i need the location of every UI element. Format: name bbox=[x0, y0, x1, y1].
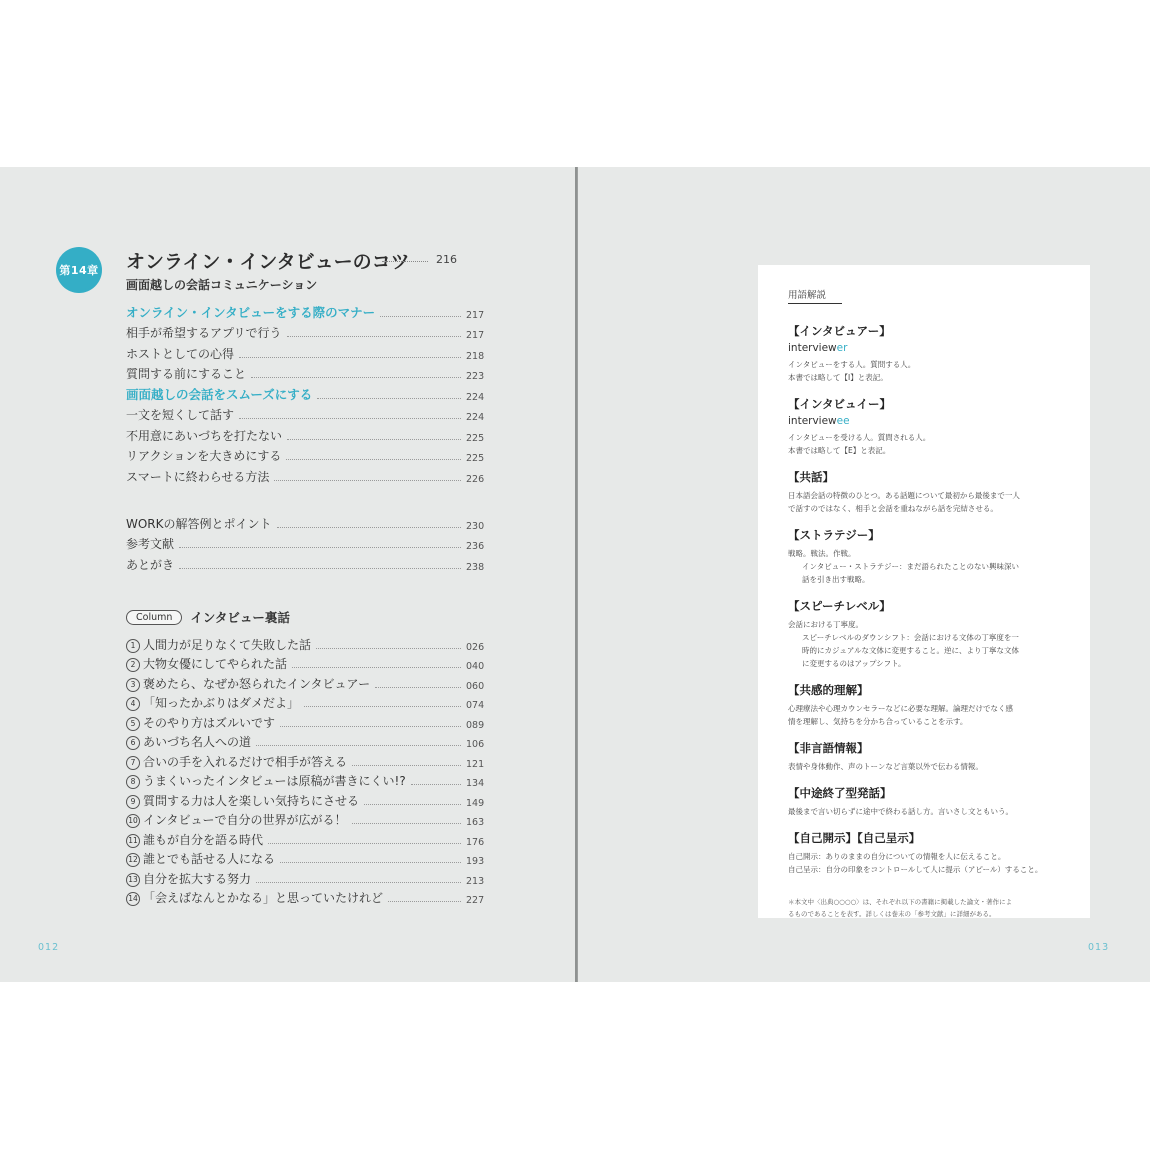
toc-label-text: 質問する力は人を楽しい気持ちにさせる bbox=[143, 793, 360, 808]
glossary-heading: 用語解説 bbox=[788, 290, 827, 301]
toc-row[interactable] bbox=[126, 789, 484, 809]
toc-page-number: 225 bbox=[466, 453, 485, 464]
toc-label bbox=[126, 535, 174, 552]
toc-row[interactable] bbox=[126, 321, 484, 342]
toc-row[interactable] bbox=[126, 711, 484, 731]
toc-row[interactable] bbox=[126, 867, 484, 887]
toc-label-text: あとがき bbox=[126, 557, 175, 572]
column-number: 3 bbox=[126, 678, 140, 692]
column-number: 4 bbox=[126, 697, 140, 711]
leader-dots bbox=[380, 316, 461, 317]
leader-dots bbox=[280, 726, 461, 727]
toc-label-text: インタビューで自分の世界が広がる！ bbox=[143, 813, 347, 827]
toc-label bbox=[126, 870, 251, 887]
toc-row[interactable] bbox=[126, 653, 484, 673]
column-number: 14 bbox=[126, 892, 140, 906]
toc-label bbox=[126, 468, 269, 485]
column-number: 13 bbox=[126, 873, 140, 887]
toc-page-number: 106 bbox=[466, 739, 485, 750]
column-number: 5 bbox=[126, 717, 140, 731]
toc-page-number: 026 bbox=[466, 641, 485, 653]
leader-dots bbox=[375, 687, 461, 688]
glossary-term: 【共話】 bbox=[788, 470, 834, 484]
toc-label bbox=[126, 714, 275, 731]
column-number: 10 bbox=[126, 814, 140, 828]
toc-page-number: 224 bbox=[466, 412, 485, 423]
column-number: 9 bbox=[126, 795, 140, 809]
glossary-definition bbox=[788, 760, 1068, 773]
toc-row[interactable] bbox=[126, 770, 484, 790]
glossary-term: 【インタビュイー】 bbox=[788, 397, 892, 411]
glossary-definition bbox=[788, 618, 1068, 670]
toc-label-text: 誰とでも話せる人になる bbox=[143, 852, 276, 866]
toc-label-text: WORKの解答例とポイント bbox=[126, 516, 272, 531]
toc-label bbox=[126, 636, 311, 653]
toc-label bbox=[126, 345, 234, 362]
toc-row[interactable] bbox=[126, 809, 484, 829]
toc-label-text: うまくいったインタビューは原稿が書きにくい!? bbox=[143, 774, 406, 788]
leader-dots bbox=[317, 398, 461, 399]
toc-label-text: あいづち名人への道 bbox=[143, 735, 252, 749]
glossary-entries bbox=[788, 323, 1068, 920]
glossary-box bbox=[758, 265, 1090, 918]
column-number: 12 bbox=[126, 853, 140, 867]
leader-dots bbox=[388, 901, 461, 902]
leader-dots bbox=[239, 357, 461, 358]
glossary-definition bbox=[788, 431, 1068, 457]
definition-indented-line: に変更するのはアップシフト。 bbox=[802, 659, 906, 668]
toc-row[interactable] bbox=[126, 672, 484, 692]
toc-label-text: 一文を短くして話す bbox=[126, 408, 235, 422]
leader-dots bbox=[352, 823, 461, 824]
glossary-term: 【共感的理解】 bbox=[788, 683, 869, 697]
toc-label-text: リアクションを大きめにする bbox=[126, 449, 282, 463]
toc-label-text: ホストとしての心得 bbox=[126, 346, 235, 361]
left-page bbox=[0, 167, 576, 982]
column-number: 2 bbox=[126, 658, 140, 672]
toc-label-text: 相手が希望するアプリで行う bbox=[126, 326, 282, 340]
definition-line: 心理療法や心理カウンセラーなどに必要な理解。論理だけでなく感 bbox=[788, 704, 1013, 713]
toc-page-number: 121 bbox=[466, 758, 485, 770]
toc-row[interactable] bbox=[126, 362, 484, 383]
toc-label-text: 「知ったかぶりはダメだよ」 bbox=[143, 696, 300, 710]
leader-dots bbox=[411, 784, 461, 785]
definition-indented-line: インタビュー・ストラテジー：まだ語られたことのない興味深い bbox=[802, 562, 1020, 571]
toc-label bbox=[126, 694, 299, 711]
toc-label bbox=[126, 733, 251, 750]
right-folio: 013 bbox=[1088, 942, 1110, 953]
toc-page-number: 040 bbox=[466, 661, 485, 672]
toc-label bbox=[126, 655, 287, 672]
toc-label-text: 大物女優にしてやられた話 bbox=[143, 657, 288, 671]
toc-page-number: 193 bbox=[466, 856, 485, 867]
toc-page-number: 227 bbox=[466, 895, 485, 906]
leader-dots bbox=[256, 745, 461, 746]
toc-row[interactable] bbox=[126, 464, 484, 485]
toc-label-text: スマートに終わらせる方法 bbox=[126, 469, 270, 484]
column-number: 7 bbox=[126, 756, 140, 770]
toc-label bbox=[126, 556, 174, 573]
toc-row[interactable] bbox=[126, 444, 484, 465]
toc-section-list bbox=[126, 300, 484, 485]
toc-page-number: 074 bbox=[466, 700, 485, 711]
chapter-leader-dots bbox=[382, 261, 428, 262]
leader-dots bbox=[364, 804, 461, 805]
toc-page-number: 134 bbox=[466, 778, 485, 789]
glossary-note bbox=[788, 896, 1068, 920]
leader-dots bbox=[292, 667, 461, 668]
leader-dots bbox=[179, 547, 461, 548]
leader-dots bbox=[304, 706, 461, 707]
glossary-definition bbox=[788, 702, 1068, 728]
toc-page-number: 230 bbox=[466, 520, 485, 532]
definition-line: 本書では略して【E】と表記。 bbox=[788, 446, 891, 455]
definition-line: 自己開示：ありのままの自分についての情報を人に伝えること。 bbox=[788, 852, 1006, 861]
toc-label bbox=[126, 406, 234, 423]
toc-page-number: 163 bbox=[466, 817, 485, 828]
english-suffix: ee bbox=[836, 415, 850, 427]
right-page bbox=[577, 167, 1150, 982]
column-number: 1 bbox=[126, 639, 140, 653]
toc-row[interactable] bbox=[126, 731, 484, 751]
definition-line: 情を理解し、気持ちを分かち合っていることを示す。 bbox=[788, 717, 968, 726]
note-line: るものであることを表す。詳しくは巻末の「参考文献」に詳細がある。 bbox=[788, 910, 996, 918]
definition-line: インタビューを受ける人。質問される人。 bbox=[788, 433, 931, 442]
chapter-page-number: 216 bbox=[436, 253, 457, 266]
toc-label-text: 不用意にあいづちを打たない bbox=[126, 428, 283, 443]
toc-label-text: 参考文献 bbox=[126, 537, 175, 551]
toc-label bbox=[126, 675, 370, 692]
leader-dots bbox=[277, 527, 461, 528]
toc-page-number: 089 bbox=[466, 719, 485, 731]
toc-label bbox=[126, 772, 406, 789]
toc-label-text: 人間力が足りなくて失敗した話 bbox=[143, 637, 312, 652]
toc-label-text: 誰もが自分を語る時代 bbox=[143, 832, 264, 847]
toc-label-text: そのやり方はズルいです bbox=[143, 715, 276, 730]
glossary-term: 【自己開示】【自己呈示】 bbox=[788, 831, 921, 845]
toc-label bbox=[126, 427, 282, 444]
glossary-term: 【非言語情報】 bbox=[788, 741, 869, 755]
column-number: 11 bbox=[126, 834, 140, 848]
toc-label bbox=[126, 447, 281, 464]
toc-page-number: 223 bbox=[466, 371, 485, 382]
toc-page-number: 224 bbox=[466, 391, 485, 403]
glossary-definition bbox=[788, 850, 1068, 876]
toc-page-number: 218 bbox=[466, 350, 485, 362]
column-pill: Column bbox=[126, 610, 182, 625]
leader-dots bbox=[316, 648, 461, 649]
toc-label bbox=[126, 385, 312, 403]
leader-dots bbox=[352, 765, 461, 766]
toc-row[interactable] bbox=[126, 633, 484, 653]
definition-line: 本書では略して【I】と表記。 bbox=[788, 373, 888, 382]
toc-page-number: 213 bbox=[466, 875, 485, 887]
english-suffix: er bbox=[836, 342, 848, 354]
toc-label-text: 自分を拡大する努力 bbox=[143, 871, 252, 886]
toc-row[interactable] bbox=[126, 511, 484, 532]
definition-line: インタビューをする人。質問する人。 bbox=[788, 360, 916, 369]
chapter-badge: 第14章 bbox=[56, 247, 102, 293]
glossary-definition bbox=[788, 489, 1068, 515]
definition-line: 日本語会話の特徴のひとつ。ある話題について最初から最後まで一人 bbox=[788, 491, 1020, 500]
book-spread bbox=[0, 167, 1150, 982]
toc-label bbox=[126, 515, 272, 532]
leader-dots bbox=[239, 418, 461, 419]
toc-row[interactable] bbox=[126, 887, 484, 907]
toc-page-number: 238 bbox=[466, 561, 485, 573]
toc-page-number: 217 bbox=[466, 330, 485, 341]
toc-label bbox=[126, 850, 275, 867]
glossary-english bbox=[788, 342, 1068, 354]
definition-line: で話すのではなく、相手と会話を重ねながら話を完結させる。 bbox=[788, 504, 998, 513]
leader-dots bbox=[287, 439, 461, 440]
leader-dots bbox=[251, 377, 461, 378]
glossary-term: 【中途終了型発話】 bbox=[788, 786, 892, 800]
toc-row[interactable] bbox=[126, 403, 484, 424]
column-number: 8 bbox=[126, 775, 140, 789]
toc-row[interactable] bbox=[126, 828, 484, 848]
glossary-english bbox=[788, 415, 1068, 427]
toc-label-text: オンライン・インタビューをする際のマナー bbox=[126, 304, 376, 320]
left-folio: 012 bbox=[38, 942, 60, 953]
toc-backmatter-list bbox=[126, 511, 484, 573]
toc-label-text: 「会えばなんとかなる」と思っていたけれど bbox=[143, 891, 384, 905]
definition-indented-line: スピーチレベルのダウンシフト：会話における文体の丁寧度を一 bbox=[802, 633, 1019, 642]
toc-page-number: 060 bbox=[466, 680, 485, 692]
toc-page-number: 149 bbox=[466, 797, 485, 809]
leader-dots bbox=[287, 336, 461, 337]
column-list bbox=[126, 633, 484, 906]
toc-row[interactable] bbox=[126, 423, 484, 444]
toc-page-number: 226 bbox=[466, 473, 485, 485]
glossary-heading-rule bbox=[788, 303, 842, 304]
glossary-term: 【インタビュアー】 bbox=[788, 324, 891, 338]
toc-label bbox=[126, 811, 347, 828]
toc-page-number: 176 bbox=[466, 836, 485, 848]
toc-row[interactable] bbox=[126, 692, 484, 712]
toc-row[interactable] bbox=[126, 341, 484, 362]
leader-dots bbox=[179, 568, 461, 569]
glossary-term: 【ストラテジー】 bbox=[788, 528, 880, 542]
leader-dots bbox=[286, 459, 461, 460]
leader-dots bbox=[280, 862, 461, 863]
toc-row[interactable] bbox=[126, 750, 484, 770]
toc-page-number: 225 bbox=[466, 432, 485, 444]
definition-line: 会話における丁寧度。 bbox=[788, 620, 863, 629]
leader-dots bbox=[268, 843, 461, 844]
note-line: ＊本文中〈出典○○○○〉は、それぞれ以下の書籍に掲載した論文・著作によ bbox=[788, 898, 1013, 906]
toc-label bbox=[126, 303, 375, 321]
glossary-definition bbox=[788, 805, 1068, 818]
toc-label-text: 質問する前にすること bbox=[126, 367, 247, 381]
glossary-definition bbox=[788, 358, 1068, 384]
column-title: インタビュー裏話 bbox=[190, 610, 290, 625]
definition-line: 最後まで言い切らずに途中で終わる話し方。言いさし文ともいう。 bbox=[788, 807, 1013, 816]
leader-dots bbox=[256, 882, 461, 883]
chapter-title: オンライン・インタビューのコツ bbox=[126, 251, 410, 273]
toc-label bbox=[126, 792, 359, 809]
toc-label bbox=[126, 831, 263, 848]
definition-indented-line: 時的にカジュアルな文体に変更すること。逆に、より丁寧な文体 bbox=[802, 646, 1020, 655]
definition-line: 自己呈示：自分の印象をコントロールして人に提示（アピール）すること。 bbox=[788, 865, 1043, 874]
toc-label-text: 合いの手を入れるだけで相手が答える bbox=[143, 754, 348, 769]
toc-label-text: 画面越しの会話をスムーズにする bbox=[126, 386, 313, 402]
chapter-subtitle: 画面越しの会話コミュニケーション bbox=[126, 278, 318, 292]
glossary-term: 【スピーチレベル】 bbox=[788, 599, 891, 613]
toc-label-text: 褒めたら、なぜか怒られたインタビュアー bbox=[143, 676, 371, 691]
toc-page-number: 236 bbox=[466, 541, 485, 552]
english-stem: interview bbox=[788, 342, 837, 354]
toc-row[interactable] bbox=[126, 532, 484, 553]
definition-indented-line: 話を引き出す戦略。 bbox=[802, 575, 870, 584]
toc-row[interactable] bbox=[126, 300, 484, 321]
toc-label bbox=[126, 365, 246, 382]
definition-line: 戦略。戦法。作戦。 bbox=[788, 549, 856, 558]
definition-line: 表情や身体動作、声のトーンなど言葉以外で伝わる情報。 bbox=[788, 762, 983, 771]
column-header bbox=[126, 608, 290, 626]
toc-row[interactable] bbox=[126, 382, 484, 403]
toc-page-number: 217 bbox=[466, 309, 485, 321]
toc-label bbox=[126, 324, 282, 341]
toc-row[interactable] bbox=[126, 848, 484, 868]
leader-dots bbox=[274, 480, 461, 481]
toc-label bbox=[126, 889, 383, 906]
toc-row[interactable] bbox=[126, 552, 484, 573]
toc-label bbox=[126, 753, 347, 770]
english-stem: interview bbox=[788, 415, 837, 427]
column-number: 6 bbox=[126, 736, 140, 750]
glossary-definition bbox=[788, 547, 1068, 586]
